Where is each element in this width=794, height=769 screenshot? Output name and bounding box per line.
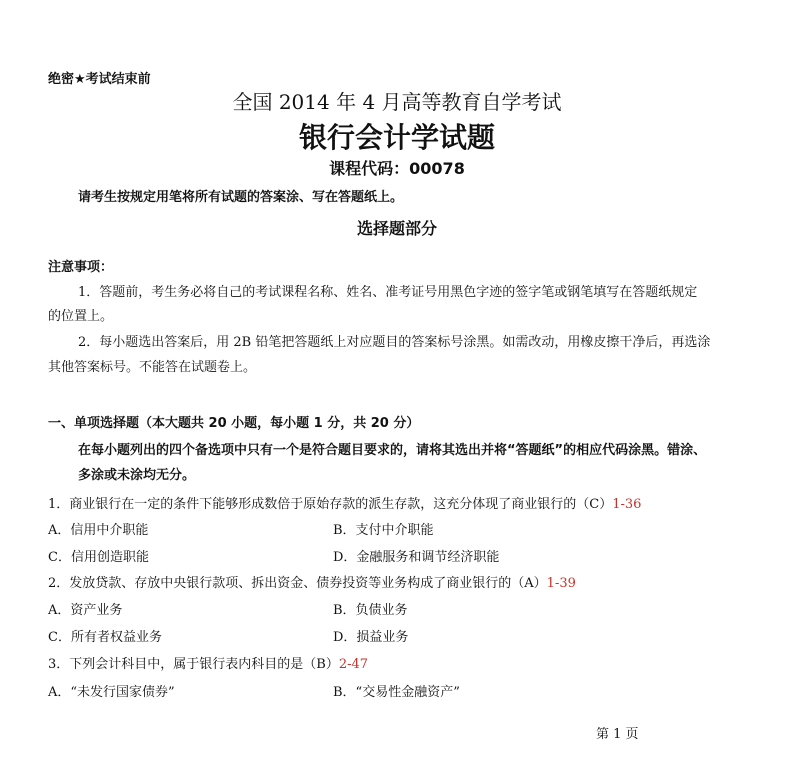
secrecy-label: 绝密★考试结束前 xyxy=(48,72,151,87)
question-3-text: 3．下列会计科目中，属于银行表内科目的是（B） xyxy=(48,657,339,672)
question-2-text: 2．发放贷款、存放中央银行款项、拆出资金、债券投资等业务构成了商业银行的（A） xyxy=(48,576,547,591)
notes-item-2-line-2: 其他答案标号。不能答在试题卷上。 xyxy=(48,360,257,375)
part1-title: 一、单项选择题（本大题共 20 小题，每小题 1 分，共 20 分） xyxy=(48,416,420,431)
section-title: 选择题部分 xyxy=(356,219,437,238)
page-number: 第 1 页 xyxy=(596,727,639,742)
question-1-option-c: C．信用创造职能 xyxy=(48,550,149,565)
question-3-option-a: A．“未发行国家债券” xyxy=(48,685,175,700)
question-1-text: 1．商业银行在一定的条件下能够形成数倍于原始存款的派生存款，这充分体现了商业银行的（C） xyxy=(48,497,613,512)
answer-instruction: 请考生按规定用笔将所有试题的答案涂、写在答题纸上。 xyxy=(78,190,404,205)
question-2-option-a: A．资产业务 xyxy=(48,603,123,618)
course-code: 课程代码：00078 xyxy=(329,159,465,178)
exam-title: 全国 2014 年 4 月高等教育自学考试 xyxy=(232,90,562,114)
question-1-option-b: B．支付中介职能 xyxy=(333,523,434,538)
notes-heading: 注意事项： xyxy=(48,260,114,275)
question-1-option-d: D．金融服务和调节经济职能 xyxy=(333,550,500,565)
question-3-option-b: B．“交易性金融资产” xyxy=(333,685,460,700)
part1-desc-line-1: 在每小题列出的四个备选项中只有一个是符合题目要求的，请将其选出并将“答题纸”的相应代码涂黑。错涂、 xyxy=(78,443,707,458)
question-1-ref: 1-36 xyxy=(612,497,642,512)
question-2-option-b: B．负债业务 xyxy=(333,603,408,618)
question-3 xyxy=(48,653,368,672)
notes-item-1-line-2: 的位置上。 xyxy=(48,309,114,324)
question-1-option-a: A．信用中介职能 xyxy=(48,523,149,538)
part1-desc-line-2: 多涂或未涂均无分。 xyxy=(78,468,196,483)
question-2 xyxy=(48,572,576,591)
question-1 xyxy=(48,493,641,512)
subject-title: 银行会计学试题 xyxy=(298,121,495,154)
question-2-option-d: D．损益业务 xyxy=(333,630,409,645)
notes-item-2-line-1: 2．每小题选出答案后，用 2B 铅笔把答题纸上对应题目的答案标号涂黑。如需改动，用橡皮擦干净后，再选涂 xyxy=(78,335,711,350)
question-3-ref: 2-47 xyxy=(338,657,369,672)
question-2-ref: 1-39 xyxy=(546,576,576,591)
question-2-option-c: C．所有者权益业务 xyxy=(48,630,162,645)
notes-item-1-line-1: 1．答题前，考生务必将自己的考试课程名称、姓名、准考证号用黑色字迹的签字笔或钢笔填写在答题纸规定 xyxy=(78,285,698,300)
